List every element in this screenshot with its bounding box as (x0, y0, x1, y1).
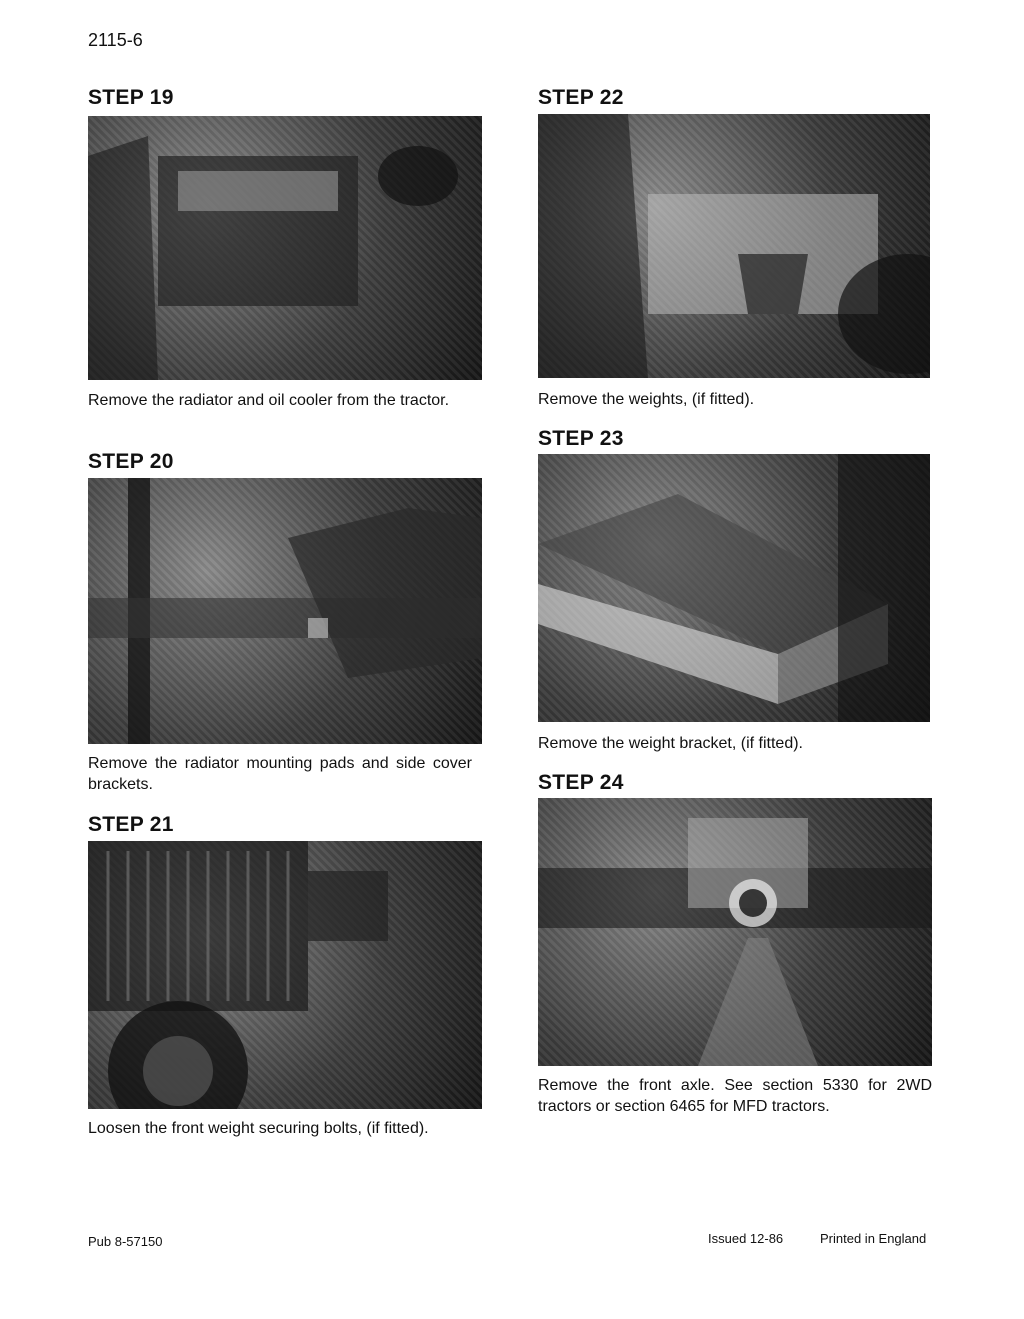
issue-date: Issued 12-86 (708, 1231, 784, 1246)
step-19-photo (88, 116, 482, 380)
publication-number: Pub 8-57150 (88, 1234, 163, 1249)
step-21-title: STEP 21 (88, 813, 174, 836)
step-20-caption: Remove the radiator mounting pads and side cover brackets. (88, 755, 472, 793)
step-24-photo (538, 798, 932, 1066)
step-20-photo (88, 478, 482, 744)
step-23-caption: Remove the weight bracket, (if fitted). (538, 735, 803, 752)
step-20-title: STEP 20 (88, 450, 174, 473)
step-23-title: STEP 23 (538, 427, 624, 450)
step-21-photo (88, 841, 482, 1109)
step-19-caption: Remove the radiator and oil cooler from the tractor. (88, 392, 450, 409)
printed-location: Printed in England (820, 1231, 927, 1246)
step-24-caption: Remove the front axle. See section 5330 for 2WD tractors or section 6465 for MFD tractors. (538, 1077, 932, 1115)
step-24-title: STEP 24 (538, 771, 624, 794)
step-22-photo (538, 114, 930, 378)
step-21-caption: Loosen the front weight securing bolts, (if fitted). (88, 1120, 429, 1137)
page-number: 2115-6 (88, 30, 143, 50)
step-19-title: STEP 19 (88, 86, 174, 109)
step-22-caption: Remove the weights, (if fitted). (538, 391, 755, 408)
step-23-photo (538, 454, 930, 722)
step-22-title: STEP 22 (538, 86, 624, 109)
